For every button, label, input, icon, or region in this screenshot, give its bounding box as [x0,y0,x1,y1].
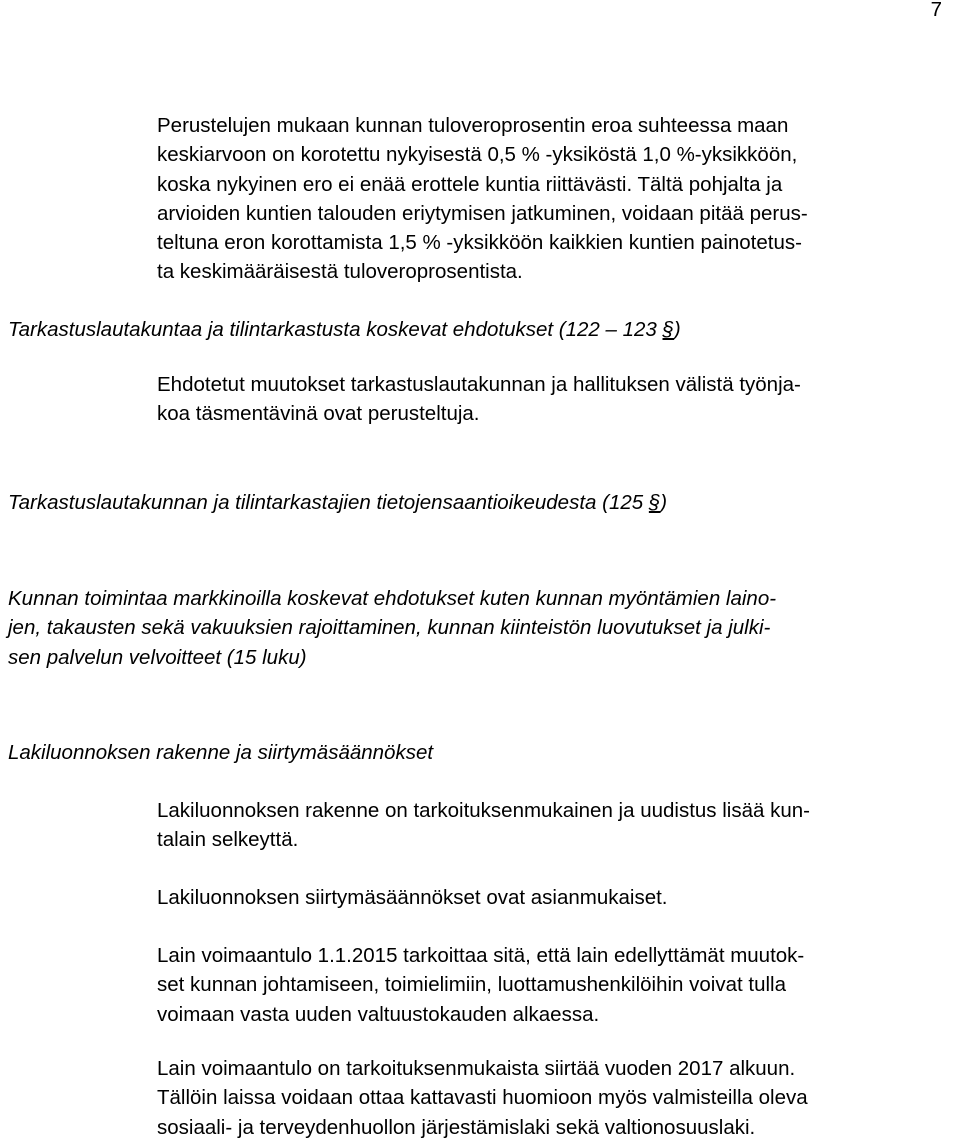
text-line: Lakiluonnoksen rakenne on tarkoituksenmukainen ja uudistus lisää kun- [157,799,810,822]
text-line: talain selkeyttä. [157,828,299,852]
page-number: 7 [930,0,942,21]
text-line: Lain voimaantulo 1.1.2015 tarkoittaa sitä, että lain edellyttämät muutok- [157,944,805,967]
paragraph-entry-into-force [157,941,950,1029]
section-symbol: § [648,491,661,514]
paragraph-audit-division [157,370,950,429]
heading-line: Tarkastuslautakuntaa ja tilintarkastusta koskevat ehdotukset (122 – 123 §) [8,318,681,341]
text-line: Ehdotetut muutokset tarkastuslautakunnan ja hallituksen välistä työnja- [157,373,801,396]
heading-line: Lakiluonnoksen rakenne ja siirtymäsäännökset [8,741,434,764]
section-symbol: § [662,318,674,341]
text-line: voimaan vasta uuden valtuustokauden alkaessa. [157,1002,600,1026]
heading-line: jen, takausten sekä vakuuksien rajoittaminen, kunnan kiinteistön luovutukset ja julki- [8,616,771,640]
heading-audit-proposals [8,315,950,344]
text-line: Perustelujen mukaan kunnan tuloveroprosentin eroa suhteessa maan [157,114,789,137]
paragraph-postpone-entry [157,1054,950,1142]
heading-line: Tarkastuslautakunnan ja tilintarkastajien tietojensaantioikeudesta (125 §) [8,491,668,514]
text-line: teltuna eron korottamista 1,5 % -yksikköön kaikkien kuntien painotetus- [157,231,802,255]
text-line: Tällöin laissa voidaan ottaa kattavasti huomioon myös valmisteilla oleva [157,1086,808,1110]
paragraph-structure [157,796,950,855]
text-line: koska nykyinen ero ei enää erottele kuntia riittävästi. Tältä pohjalta ja [157,172,783,196]
heading-structure-transitions [8,738,950,767]
text-line: keskiarvoon on korotettu nykyisestä 0,5 % -yksiköstä 1,0 %-yksikköön, [157,143,798,167]
heading-line: sen palvelun velvoitteet (15 luku) [8,645,307,669]
heading-market-activities [8,584,950,672]
text-line: Lain voimaantulo on tarkoituksenmukaista siirtää vuoden 2017 alkuun. [157,1057,796,1080]
text-line: set kunnan johtamiseen, toimielimiin, luottamushenkilöihin voivat tulla [157,973,786,997]
paragraph-transitions [157,883,950,912]
paragraph-tax-rate-reasoning [157,111,950,287]
text-line: ta keskimääräisestä tuloveroprosentista. [157,260,523,284]
text-line: koa täsmentävinä ovat perusteltuja. [157,402,480,426]
heading-information-rights [8,488,950,517]
heading-line: Kunnan toimintaa markkinoilla koskevat ehdotukset kuten kunnan myöntämien laino- [8,587,777,610]
text-line: Lakiluonnoksen siirtymäsäännökset ovat asianmukaiset. [157,886,668,909]
text-line: sosiaali- ja terveydenhuollon järjestämislaki sekä valtionosuuslaki. [157,1115,756,1139]
text-line: arvioiden kuntien talouden eriytymisen jatkuminen, voidaan pitää perus- [157,201,808,225]
